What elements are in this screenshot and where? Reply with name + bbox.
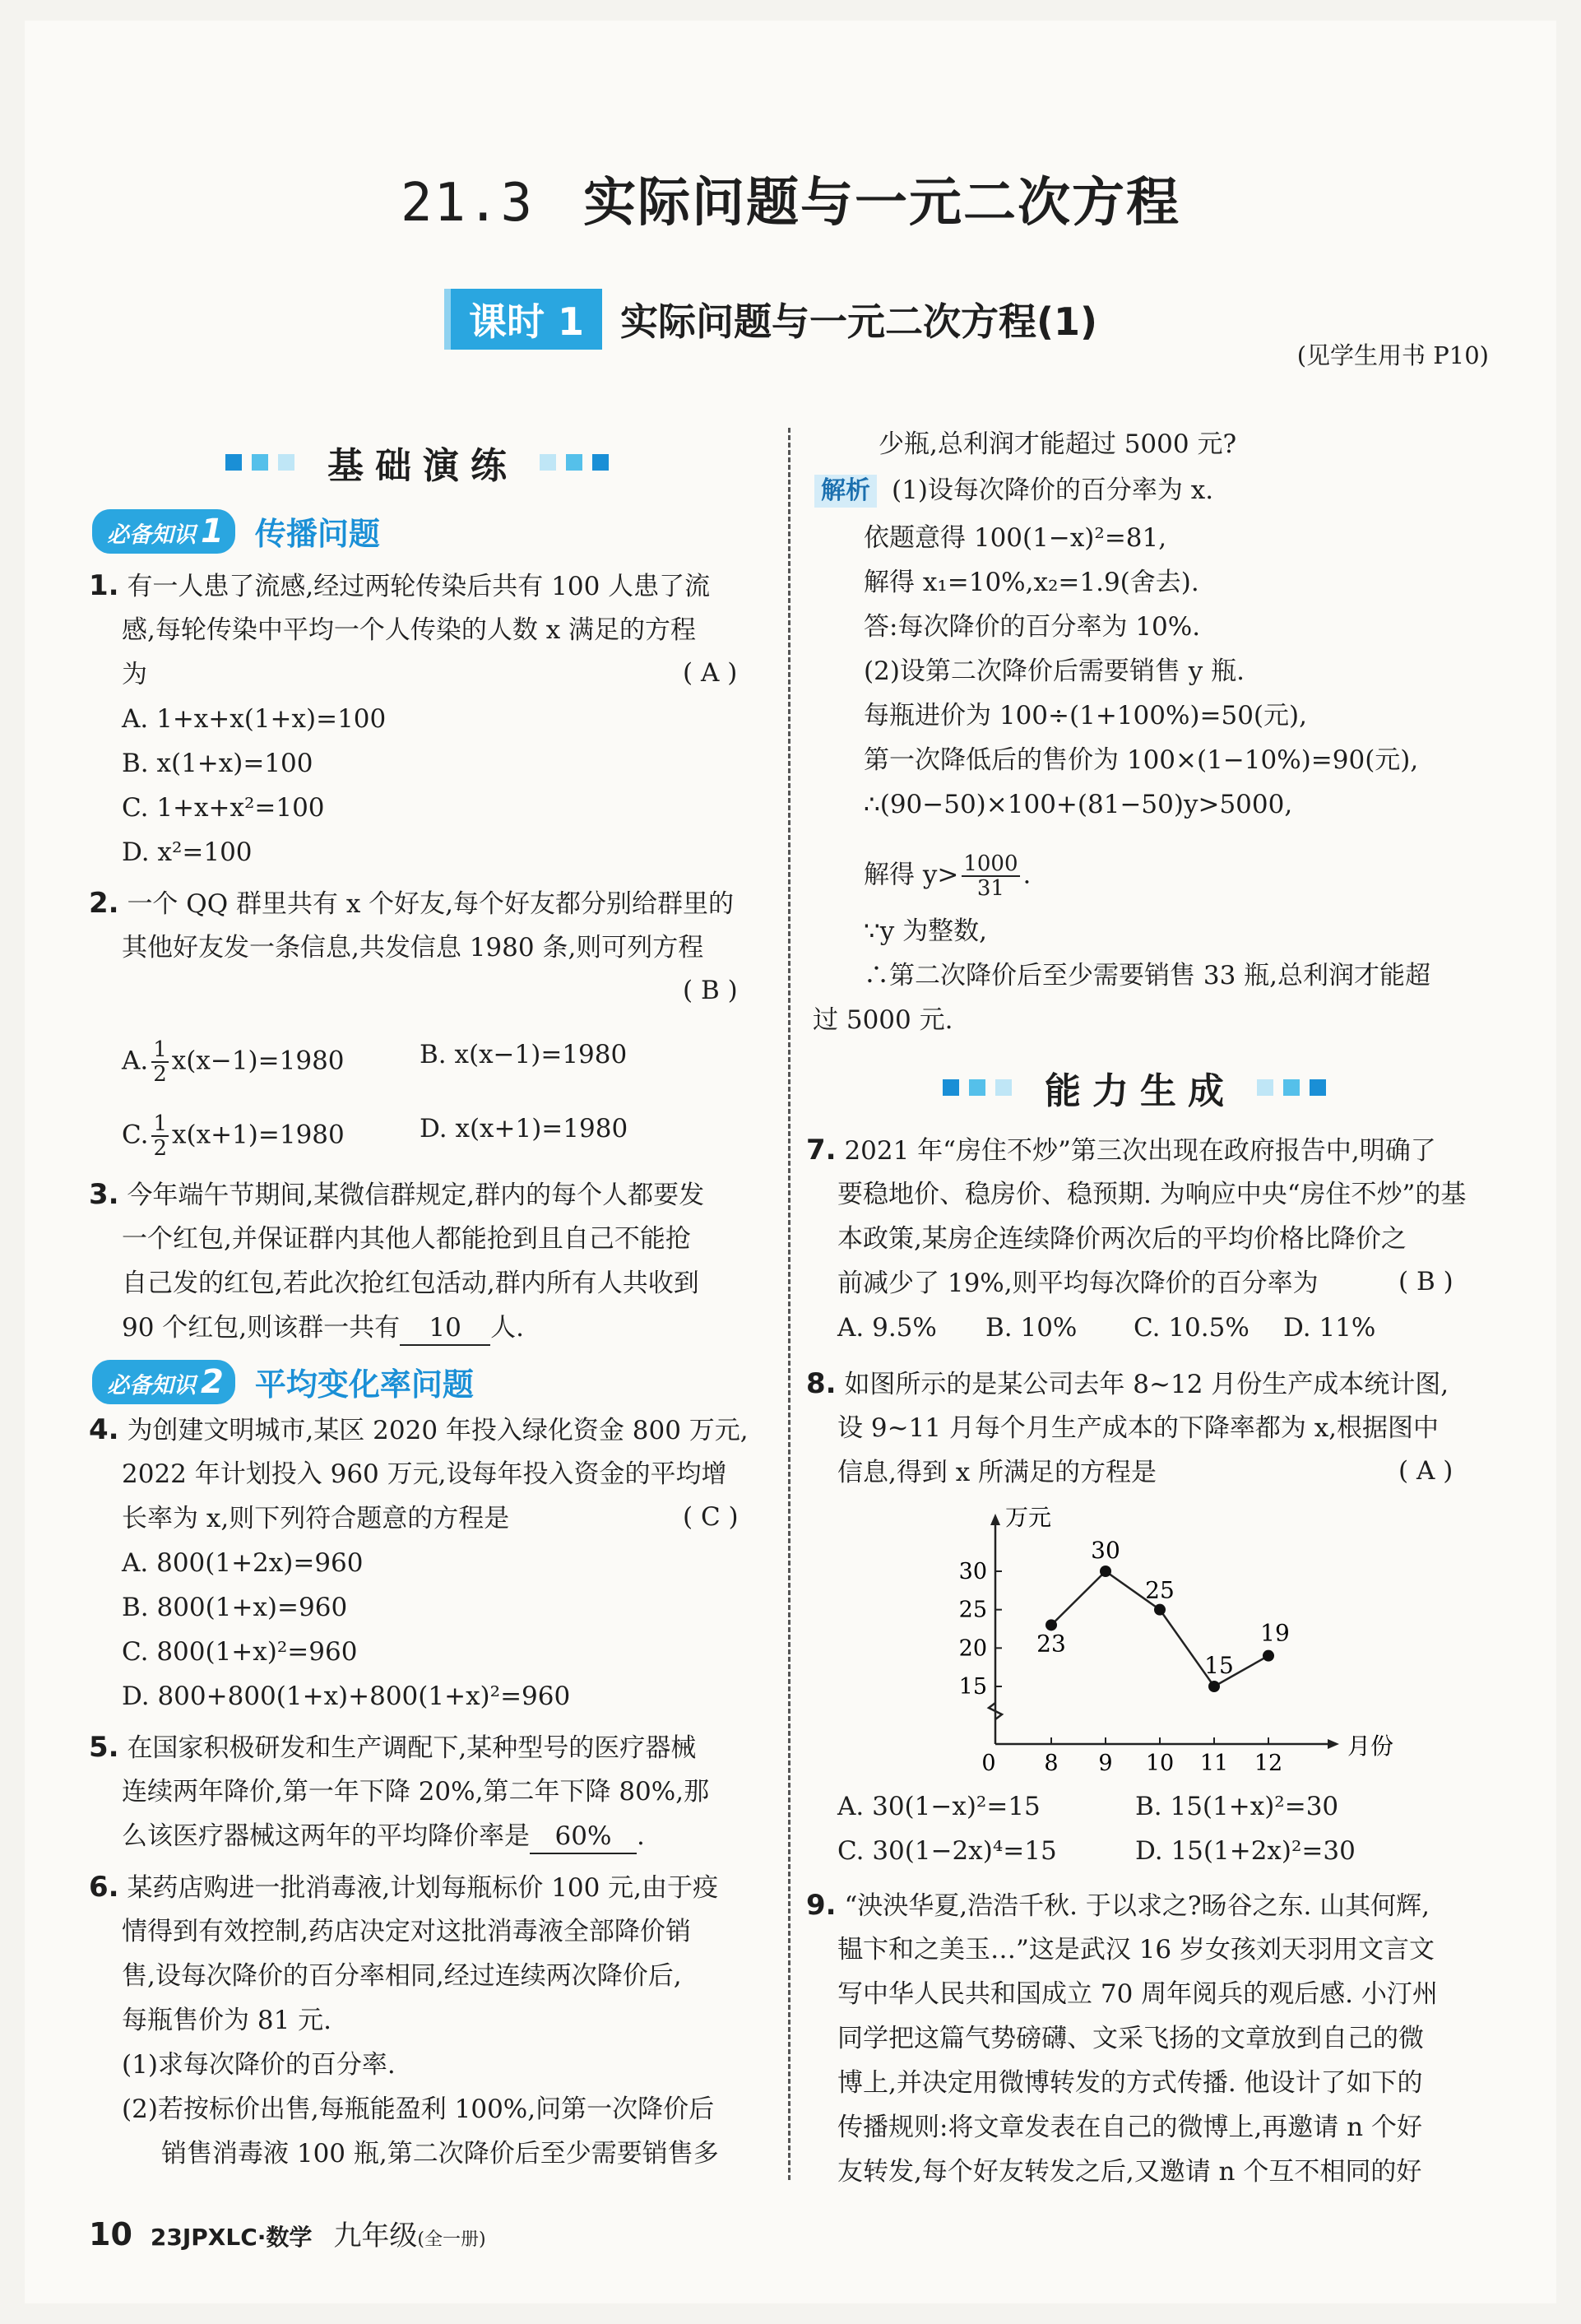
q9-line-3: 写中华人民共和国成立 70 周年阅兵的观后感. 小汀州 bbox=[837, 1979, 1438, 2009]
data-label: 25 bbox=[1145, 1576, 1175, 1604]
analysis-line-8: ∴(90−50)×100+(81−50)y>5000, bbox=[864, 790, 1293, 819]
chart-marks bbox=[1036, 1537, 1290, 1692]
q5-line-2: 连续两年降价,第一年下降 20%,第二年下降 80%,那 bbox=[122, 1777, 710, 1807]
lesson-header bbox=[444, 290, 1097, 349]
data-point bbox=[1046, 1619, 1057, 1631]
q9-line-6: 传播规则:将文章发表在自己的微博上,再邀请 n 个好 bbox=[837, 2113, 1422, 2142]
data-point bbox=[1100, 1566, 1111, 1577]
q4-option-d: D. 800+800(1+x)+800(1+x)²=960 bbox=[122, 1682, 571, 1711]
q2-line-1: 2. 一个 QQ 群里共有 x 个好友,每个好友都分别给群里的 bbox=[89, 887, 735, 920]
q5-line-3: 么该医疗器械这两年的平均降价率是 60% . bbox=[122, 1820, 645, 1854]
q2-option-a: A. $\frac{1}{2}$ x(x−1)=1980 bbox=[122, 1037, 345, 1087]
data-point bbox=[1263, 1650, 1274, 1662]
y-axis-arrow bbox=[990, 1514, 1000, 1525]
analysis-line-5: (2)设第二次降价后需要销售 y 瓶. bbox=[864, 656, 1245, 686]
analysis-line-3: 解得 x₁=10%,x₂=1.9(舍去). bbox=[864, 568, 1199, 597]
q9-line-4: 同学把这篇气势磅礴、文采飞扬的文章放到自己的微 bbox=[837, 2024, 1424, 2053]
q2-option-d: D. x(x+1)=1980 bbox=[420, 1114, 628, 1143]
q2-answer: ( B ) bbox=[683, 976, 738, 1005]
q4-option-b: B. 800(1+x)=960 bbox=[122, 1593, 348, 1622]
book-reference: (见学生用书 P10) bbox=[1296, 341, 1489, 369]
q9-line-7: 友转发,每个好友转发之后,又邀请 n 个互不相同的好 bbox=[837, 2157, 1422, 2187]
q3-line-3: 自己发的红包,若此次抢红包活动,群内所有人共收到 bbox=[122, 1269, 699, 1298]
q6-line-4: 每瓶售价为 81 元. bbox=[122, 2006, 332, 2035]
knowledge-point-1 bbox=[92, 508, 380, 554]
q9-line-1: 9. “泱泱华夏,浩浩千秋. 于以求之?旸谷之东. 山其何辉, bbox=[806, 1889, 1430, 1922]
q9-line-5: 博上,并决定用微博转发的方式传播. 他设计了如下的 bbox=[837, 2068, 1423, 2098]
q2-option-c: C. $\frac{1}{2}$ x(x+1)=1980 bbox=[122, 1111, 345, 1161]
banner-basic-text: 基础演练 bbox=[327, 445, 518, 487]
q1-line-2: 感,每轮传染中平均一个人传染的人数 x 满足的方程 bbox=[122, 615, 697, 645]
analysis-line-10: ∵y 为整数, bbox=[864, 916, 987, 946]
analysis-solve: 解得 y> $\frac{1000}{31}$ . bbox=[864, 851, 1032, 901]
banner-ability bbox=[938, 1061, 1331, 1114]
q7-option-d: D. 11% bbox=[1283, 1313, 1376, 1343]
q8-option-b: B. 15(1+x)²=30 bbox=[1135, 1792, 1339, 1821]
q8-line-1: 8. 如图所示的是某公司去年 8~12 月份生产成本统计图, bbox=[806, 1367, 1449, 1400]
solve-fraction: $\frac{1000}{31}$ bbox=[963, 851, 1018, 901]
q6-part-2: (2)若按标价出售,每瓶能盈利 100%,问第一次降价后 bbox=[122, 2094, 715, 2124]
q8-line-3: 信息,得到 x 所满足的方程是 bbox=[837, 1458, 1157, 1487]
q2-fraction-a: $\frac{1}{2}$ bbox=[153, 1037, 167, 1087]
q3-line-1: 3. 今年端午节期间,某微信群规定,群内的每个人都要发 bbox=[89, 1178, 705, 1211]
q7-line-4: 前减少了 19%,则平均每次降价的百分率为 bbox=[837, 1269, 1319, 1298]
x-tick-label: 0 bbox=[981, 1751, 996, 1776]
x-tick-label: 8 bbox=[1044, 1751, 1059, 1776]
q1-option-a: A. 1+x+x(1+x)=100 bbox=[122, 704, 387, 734]
section-heading: 实际问题与一元二次方程 bbox=[583, 173, 1181, 234]
cost-line-chart bbox=[938, 1504, 1394, 1777]
q6-part-1: (1)求每次降价的百分率. bbox=[122, 2050, 396, 2080]
q7-number: 7. bbox=[806, 1134, 837, 1167]
data-label: 15 bbox=[1204, 1652, 1234, 1679]
q4-option-c: C. 800(1+x)²=960 bbox=[122, 1637, 358, 1667]
q8-option-a: A. 30(1−x)²=15 bbox=[837, 1792, 1041, 1821]
q6-part-2-cont: 销售消毒液 100 瓶,第二次降价后至少需要销售多 bbox=[161, 2139, 719, 2169]
page-footer bbox=[89, 2213, 486, 2253]
analysis-line-6: 每瓶进价为 100÷(1+100%)=50(元), bbox=[864, 701, 1307, 731]
q4-line-3: 长率为 x,则下列符合题意的方程是 bbox=[122, 1504, 510, 1533]
knowledge-point-2 bbox=[92, 1359, 474, 1404]
section-number: 21.3 bbox=[400, 173, 535, 234]
analysis-line-1: 解析 (1)设每次降价的百分率为 x. bbox=[814, 474, 1213, 508]
kp2-label: 必备知识 bbox=[107, 1372, 196, 1399]
data-point bbox=[1208, 1681, 1220, 1692]
q1-answer: ( A ) bbox=[683, 658, 738, 688]
q6-line-3: 售,设每次降价的百分率相同,经过连续两次降价后, bbox=[122, 1961, 682, 1991]
data-point bbox=[1154, 1604, 1166, 1616]
x-tick-label: 9 bbox=[1098, 1751, 1113, 1776]
q1-line-1: 1. 有一人患了流感,经过两轮传染后共有 100 人患了流 bbox=[89, 569, 711, 602]
x-tick-label: 10 bbox=[1145, 1751, 1175, 1776]
q6-number: 6. bbox=[89, 1871, 119, 1904]
q5-line-1: 5. 在国家积极研发和生产调配下,某种型号的医疗器械 bbox=[89, 1731, 697, 1764]
q8-option-d: D. 15(1+2x)²=30 bbox=[1135, 1836, 1356, 1866]
q7-answer: ( B ) bbox=[1398, 1267, 1454, 1297]
q7-line-1: 7. 2021 年“房住不炒”第三次出现在政府报告中,明确了 bbox=[806, 1134, 1436, 1167]
analysis-label: 解析 bbox=[814, 475, 877, 508]
grade: 九年级 bbox=[333, 2220, 418, 2252]
x-tick-label: 11 bbox=[1199, 1751, 1229, 1776]
q1-line-3: 为 bbox=[122, 660, 147, 689]
q8-line-2: 设 9~11 月每个月生产成本的下降率都为 x,根据图中 bbox=[837, 1413, 1440, 1443]
q1-number: 1. bbox=[89, 569, 119, 602]
lesson-title: 实际问题与一元二次方程(1) bbox=[620, 299, 1098, 344]
q7-option-b: B. 10% bbox=[985, 1313, 1078, 1343]
q6-line-1: 6. 某药店购进一批消毒液,计划每瓶标价 100 元,由于疫 bbox=[89, 1871, 719, 1904]
q7-option-c: C. 10.5% bbox=[1134, 1313, 1250, 1343]
kp1-label: 必备知识 bbox=[107, 522, 196, 548]
q3-number: 3. bbox=[89, 1178, 119, 1211]
y-tick-label: 30 bbox=[958, 1559, 987, 1584]
banner-ability-text: 能力生成 bbox=[1045, 1070, 1236, 1112]
analysis-line-12: 过 5000 元. bbox=[813, 1005, 953, 1035]
kp2-number: 2 bbox=[201, 1362, 224, 1401]
kp1-number: 1 bbox=[201, 512, 224, 550]
q8-answer: ( A ) bbox=[1398, 1456, 1454, 1486]
analysis-line-4: 答:每次降价的百分率为 10%. bbox=[864, 612, 1201, 642]
q8-number: 8. bbox=[806, 1367, 837, 1400]
q7-line-2: 要稳地价、稳房价、稳预期. 为响应中央“房住不炒”的基 bbox=[837, 1180, 1467, 1209]
q3-fill-blank: 10 bbox=[400, 1311, 490, 1346]
q1-option-b: B. x(1+x)=100 bbox=[122, 749, 313, 778]
x-axis-arrow bbox=[1328, 1739, 1339, 1749]
q2-line-2: 其他好友发一条信息,共发信息 1980 条,则可列方程 bbox=[122, 933, 704, 963]
q8-option-c: C. 30(1−2x)⁴=15 bbox=[837, 1836, 1057, 1866]
x-tick-label: 12 bbox=[1254, 1751, 1283, 1776]
q5-number: 5. bbox=[89, 1731, 119, 1764]
q4-line-2: 2022 年计划投入 960 万元,设每年投入资金的平均增 bbox=[122, 1459, 727, 1489]
q9-number: 9. bbox=[806, 1889, 837, 1922]
q7-line-3: 本政策,某房企连续降价两次后的平均价格比降价之 bbox=[837, 1224, 1407, 1254]
q9-line-2: 韫卞和之美玉…”这是武汉 16 岁女孩刘天羽用文言文 bbox=[837, 1935, 1435, 1964]
q1-option-d: D. x²=100 bbox=[122, 837, 253, 867]
q6-continuation: 少瓶,总利润才能超过 5000 元? bbox=[879, 429, 1237, 459]
book-code: 23JPXLC·数学 bbox=[150, 2224, 313, 2251]
data-label: 30 bbox=[1091, 1537, 1120, 1564]
section-title bbox=[0, 160, 1581, 236]
q3-line-4: 90 个红包,则该群一共有 10 人. bbox=[122, 1311, 524, 1346]
q7-option-a: A. 9.5% bbox=[837, 1313, 937, 1343]
lesson-tag: 课时 1 bbox=[444, 289, 602, 350]
q4-answer: ( C ) bbox=[683, 1502, 739, 1532]
q2-option-b: B. x(x−1)=1980 bbox=[420, 1040, 628, 1069]
page-number: 10 bbox=[89, 2216, 132, 2252]
analysis-line-7: 第一次降低后的售价为 100×(1−10%)=90(元), bbox=[864, 745, 1419, 775]
analysis-line-2: 依题意得 100(1−x)²=81, bbox=[864, 523, 1167, 553]
data-label: 19 bbox=[1260, 1619, 1290, 1647]
y-axis-label: 万元 bbox=[1005, 1504, 1052, 1531]
analysis-line-11: ∴第二次降价后至少需要销售 33 瓶,总利润才能超 bbox=[864, 961, 1431, 990]
q4-option-a: A. 800(1+2x)=960 bbox=[122, 1548, 364, 1578]
q4-line-1: 4. 为创建文明城市,某区 2020 年投入绿化资金 800 万元, bbox=[89, 1413, 749, 1446]
q2-number: 2. bbox=[89, 887, 119, 920]
kp1-title: 传播问题 bbox=[254, 516, 380, 552]
y-tick-label: 15 bbox=[958, 1674, 987, 1700]
y-tick-label: 25 bbox=[958, 1597, 987, 1623]
data-label: 23 bbox=[1036, 1630, 1066, 1658]
q1-option-c: C. 1+x+x²=100 bbox=[122, 793, 325, 823]
y-tick-label: 20 bbox=[958, 1635, 987, 1662]
x-axis-label: 月份 bbox=[1347, 1733, 1394, 1760]
q6-line-2: 情得到有效控制,药店决定对这批消毒液全部降价销 bbox=[122, 1917, 691, 1946]
q2-fraction-c: $\frac{1}{2}$ bbox=[153, 1111, 168, 1161]
q5-fill-blank: 60% bbox=[530, 1820, 637, 1854]
column-divider bbox=[788, 428, 790, 2180]
grade-sub: (全一册) bbox=[417, 2229, 486, 2250]
q3-line-2: 一个红包,并保证群内其他人都能抢到且自己不能抢 bbox=[122, 1224, 691, 1254]
kp2-title: 平均变化率问题 bbox=[254, 1366, 474, 1403]
q4-number: 4. bbox=[89, 1413, 119, 1446]
banner-basic bbox=[220, 436, 614, 489]
